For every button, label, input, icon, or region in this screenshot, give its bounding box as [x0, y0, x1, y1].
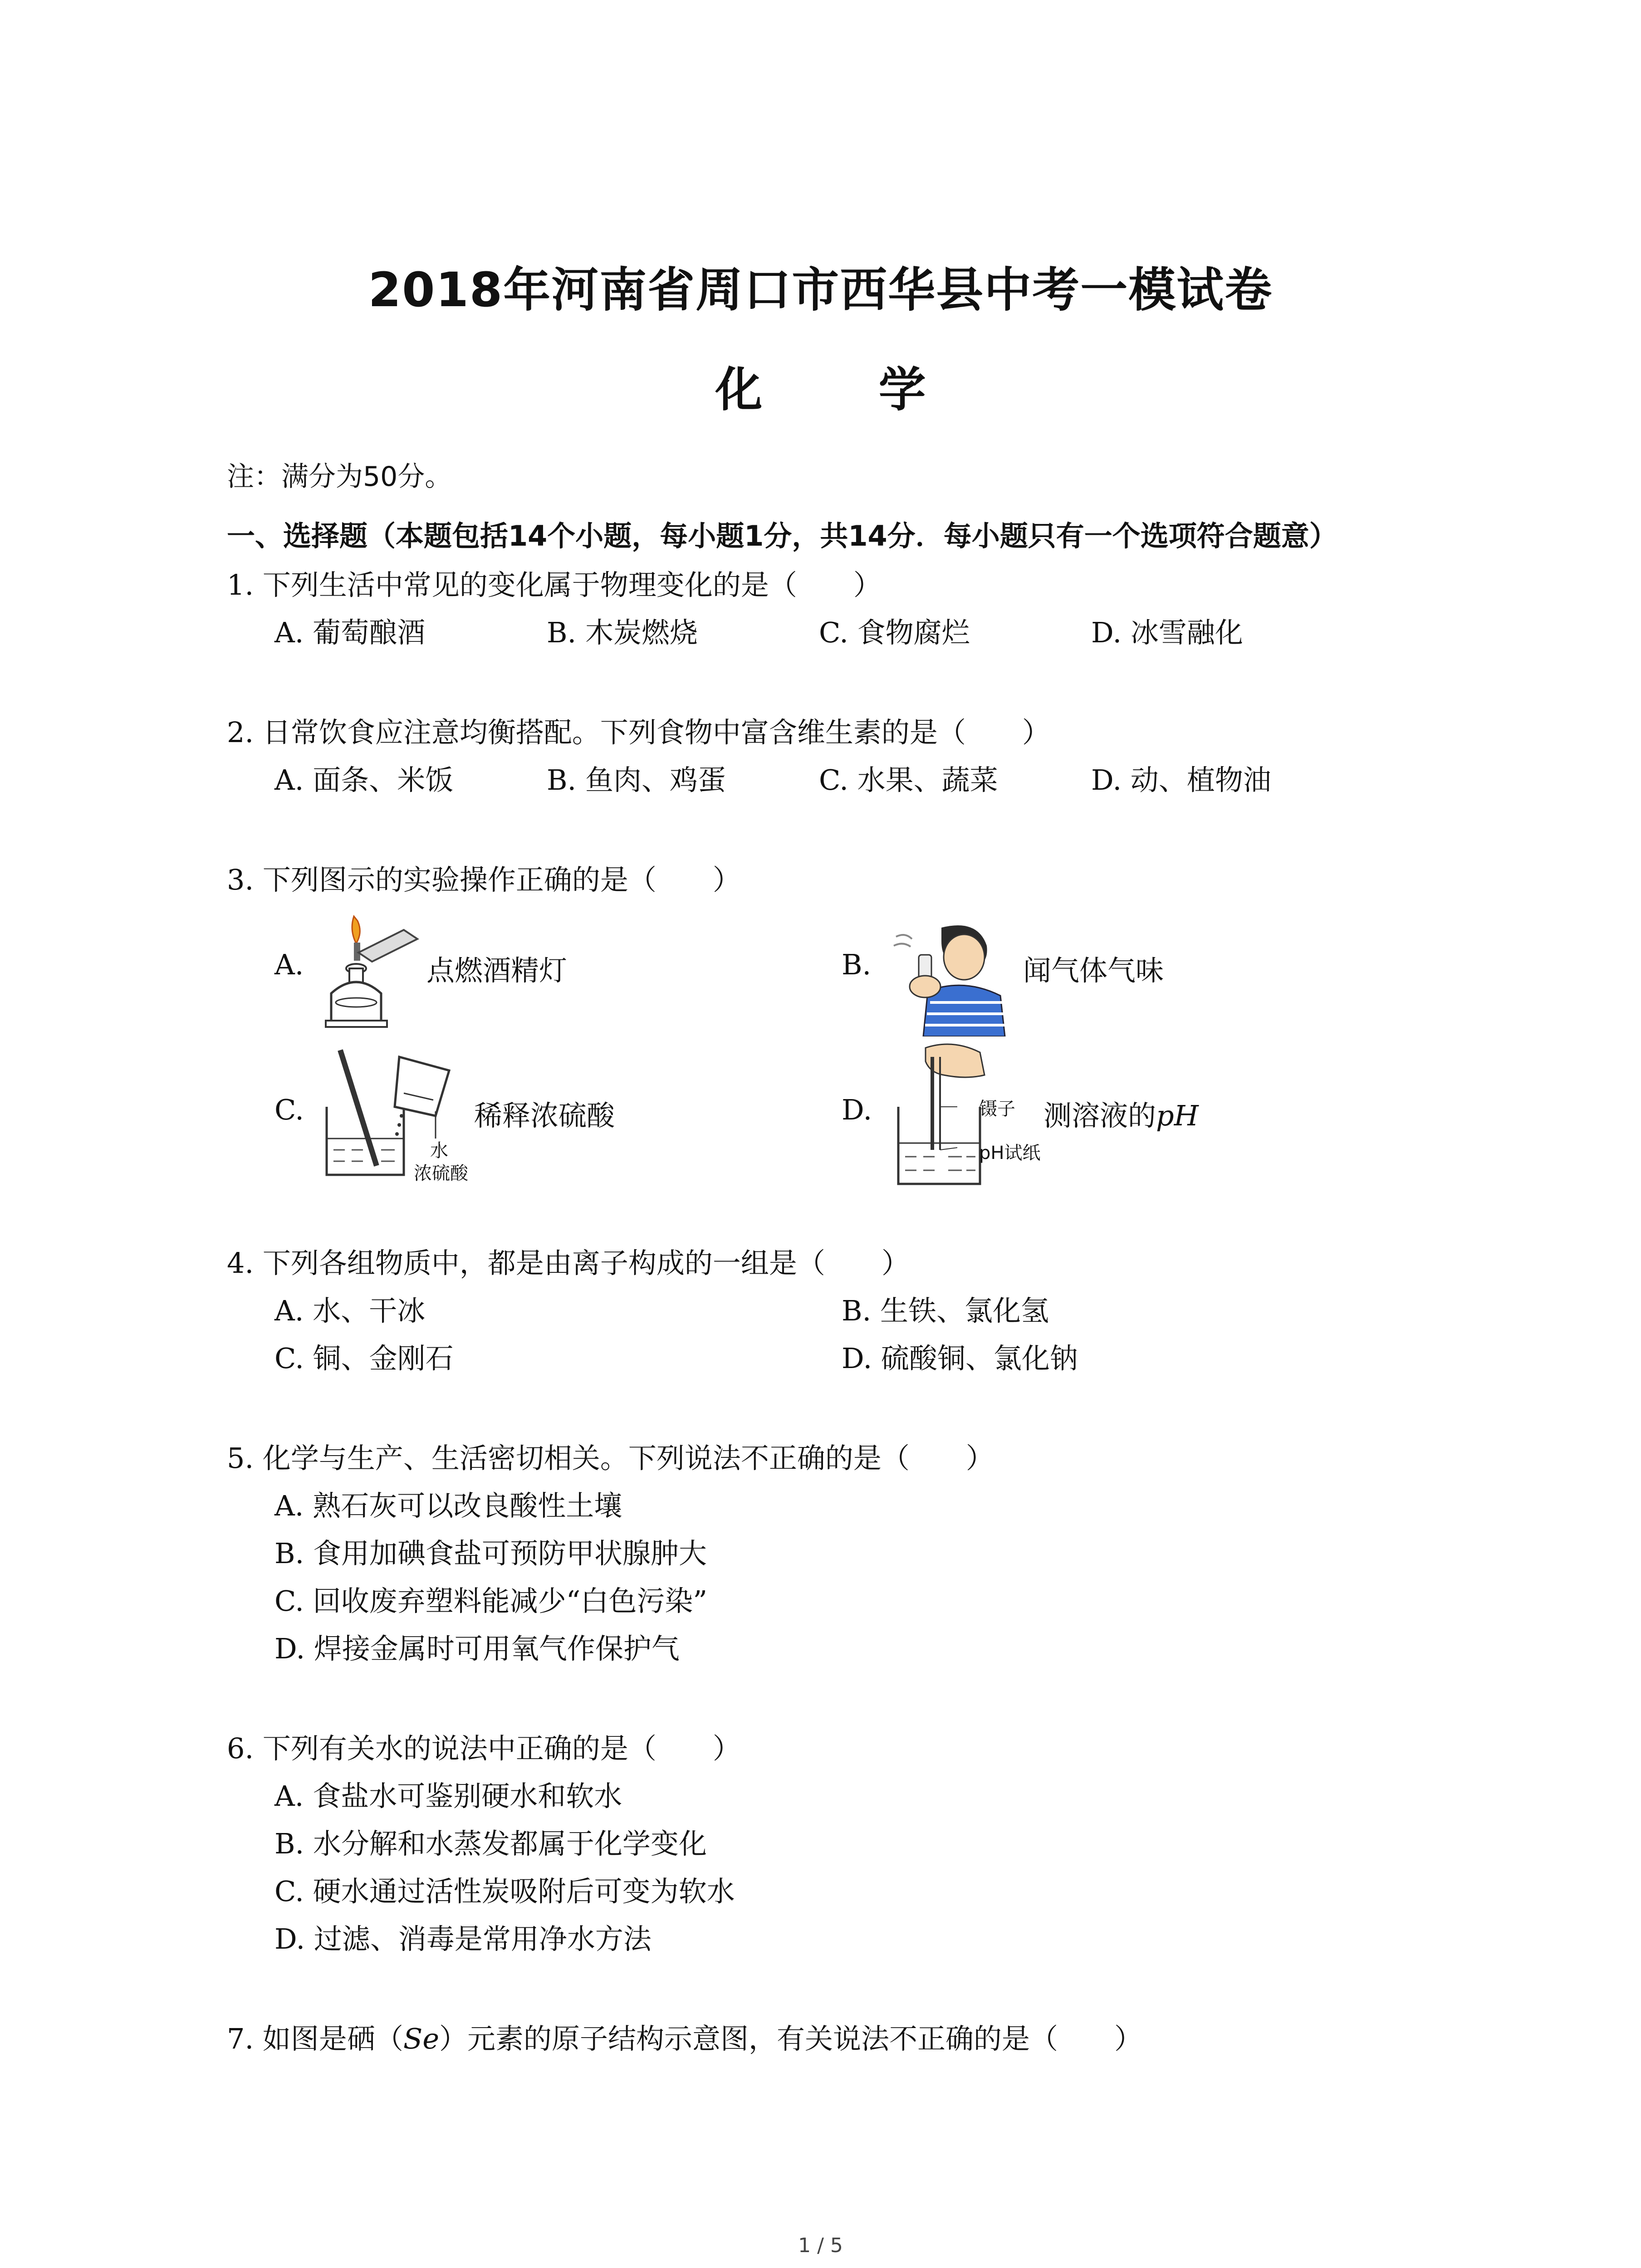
q3-c-acid-label: 浓硫酸	[414, 1163, 468, 1184]
alcohol-lamp-lighting-figure	[313, 912, 431, 1034]
q6-option-c: C. 硬水通过活性炭吸附后可变为软水	[274, 1875, 735, 1908]
q5-option-a: A. 熟石灰可以改良酸性土壤	[274, 1489, 622, 1522]
q2-option-a: A. 面条、米饭	[274, 763, 454, 797]
question-1-stem: 1. 下列生活中常见的变化属于物理变化的是（ ）	[227, 568, 882, 601]
q3-option-d-ph: pH	[1156, 1099, 1199, 1132]
question-5-stem: 5. 化学与生产、生活密切相关。下列说法不正确的是（ ）	[227, 1442, 994, 1475]
q6-option-a: A. 食盐水可鉴别硬水和软水	[274, 1779, 622, 1813]
q4-option-d: D. 硫酸铜、氯化钠	[842, 1342, 1078, 1375]
question-6-stem: 6. 下列有关水的说法中正确的是（ ）	[227, 1732, 741, 1765]
smelling-gas-figure	[887, 919, 1023, 1036]
q7-stem-pre: 7. 如图是硒（	[227, 2022, 403, 2055]
q3-c-water-label: 水	[430, 1140, 448, 1161]
q4-option-c: C. 铜、金刚石	[274, 1342, 454, 1375]
section-heading: 一、选择题（本题包括14个小题，每小题1分，共14分．每小题只有一个选项符合题意）	[227, 519, 1337, 552]
q1-option-c: C. 食物腐烂	[819, 616, 970, 649]
q1-option-a: A. 葡萄酿酒	[274, 616, 426, 649]
q1-option-d: D. 冰雪融化	[1091, 616, 1243, 649]
q3-d-tweezers-label: 镊子	[979, 1099, 1015, 1119]
q1-option-b: B. 木炭燃烧	[547, 616, 698, 649]
q3-option-a-text: 点燃酒精灯	[426, 954, 568, 987]
q3-option-b-letter: B.	[842, 948, 872, 981]
ph-measurement-figure	[889, 1039, 989, 1193]
question-3-stem: 3. 下列图示的实验操作正确的是（ ）	[227, 863, 741, 896]
q3-option-d-letter: D.	[842, 1093, 872, 1126]
page-title: 2018年河南省周口市西华县中考一模试卷	[368, 262, 1273, 318]
q2-option-c: C. 水果、蔬菜	[819, 763, 998, 797]
question-7-stem	[227, 2016, 1142, 2057]
q3-option-a-letter: A.	[274, 948, 304, 981]
q5-option-b: B. 食用加碘食盐可预防甲状腺肿大	[274, 1537, 707, 1570]
q2-option-b: B. 鱼肉、鸡蛋	[547, 763, 726, 797]
q5-option-d: D. 焊接金属时可用氧气作保护气	[274, 1632, 680, 1665]
q6-option-d: D. 过滤、消毒是常用净水方法	[274, 1922, 652, 1955]
subject-title: 化 学	[715, 362, 976, 417]
q3-option-b-text: 闻气体气味	[1023, 954, 1164, 987]
q4-option-b: B. 生铁、氯化氢	[842, 1294, 1049, 1327]
q6-option-b: B. 水分解和水蒸发都属于化学变化	[274, 1827, 707, 1860]
page-number: 1 / 5	[798, 2234, 843, 2257]
question-2-stem: 2. 日常饮食应注意均衡搭配。下列食物中富含维生素的是（ ）	[227, 716, 1050, 749]
q3-option-c-letter: C.	[274, 1093, 304, 1126]
q2-option-d: D. 动、植物油	[1091, 763, 1271, 797]
q5-option-c: C. 回收废弃塑料能减少“白色污染”	[274, 1584, 708, 1618]
q7-stem-post: ）元素的原子结构示意图，有关说法不正确的是（ ）	[439, 2022, 1143, 2055]
q3-d-ph-paper-label: pH试纸	[979, 1143, 1041, 1163]
q3-option-d-text	[1043, 1093, 1199, 1134]
q7-stem-se: Se	[403, 2022, 440, 2055]
q4-option-a: A. 水、干冰	[274, 1294, 426, 1327]
q3-option-c-text: 稀释浓硫酸	[474, 1099, 615, 1132]
question-4-stem: 4. 下列各组物质中，都是由离子构成的一组是（ ）	[227, 1246, 910, 1280]
q3-option-d-text-main: 测溶液的	[1043, 1099, 1156, 1132]
score-note: 注：满分为50分。	[227, 461, 452, 493]
